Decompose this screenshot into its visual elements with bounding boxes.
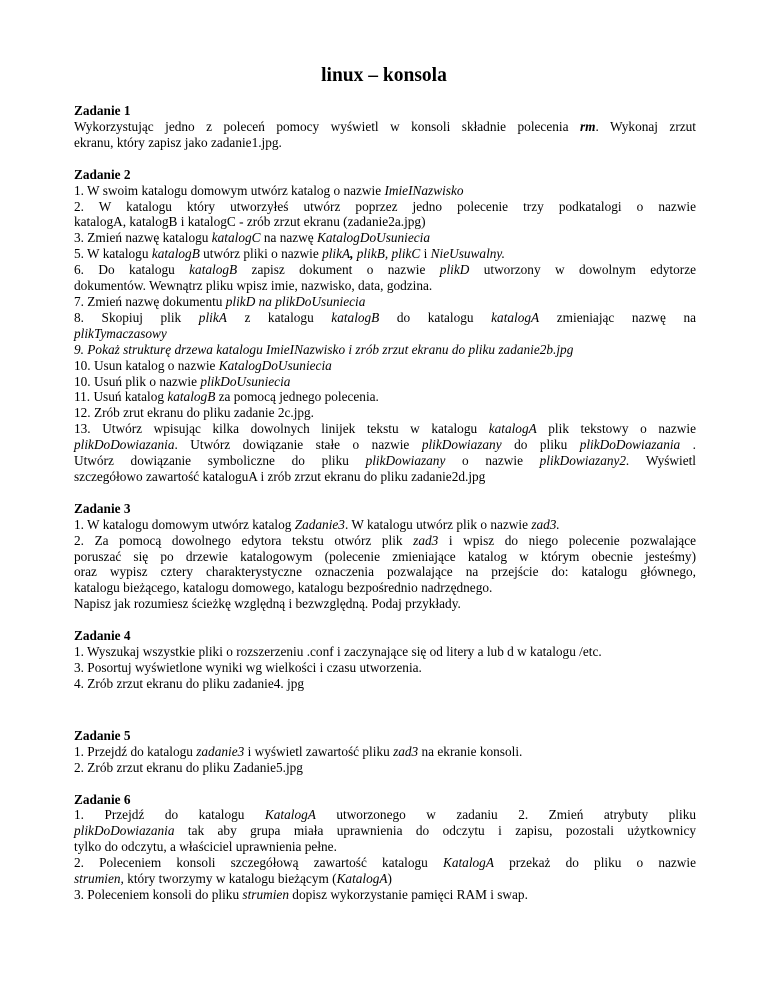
task-line: plikDoDowiazania tak aby grupa miała uprawnienia do odczytu i zapisu, pozostali użytkownicy <box>74 823 696 839</box>
task-line: 1. Wyszukaj wszystkie pliki o rozszerzeniu .conf i zaczynające się od litery a lub d w katalogu /etc. <box>74 644 602 660</box>
task-4 <box>74 628 696 692</box>
task-line: 10. Usuń plik o nazwie plikDoUsuniecia <box>74 373 291 389</box>
task-line: 12. Zrób zrut ekranu do pliku zadanie 2c.jpg. <box>74 405 315 421</box>
task-line: 1. W swoim katalogu domowym utwórz katalog o nazwie ImieINazwisko <box>74 182 464 198</box>
task-line: 8. Skopiuj plik plikA z katalogu katalogB do katalogu katalogA zmieniając nazwę na <box>74 309 697 325</box>
task-line: plikTymaczasowy <box>74 325 167 341</box>
task-line: 3. Poleceniem konsoli do pliku strumien dopisz wykorzystanie pamięci RAM i swap. <box>74 886 528 902</box>
task-line: 2. Zrób zrzut ekranu do pliku Zadanie5.jpg <box>74 759 303 775</box>
task-line: 1. Przejdź do katalogu KatalogA utworzonego w zadaniu 2. Zmień atrybuty pliku <box>74 807 696 823</box>
task-line: plikDoDowiazania. Utwórz dowiązanie stałe o nazwie plikDowiazany do pliku plikDoDowiazania . <box>74 437 697 453</box>
task-2 <box>74 167 696 485</box>
task-line: katalogA, katalogB i katalogC - zrób zrzut ekranu (zadanie2a.jpg) <box>74 214 426 230</box>
task-heading: Zadanie 6 <box>74 791 131 807</box>
task-line: 9. Pokaż strukturę drzewa katalogu ImieINazwisko i zrób zrzut ekranu do pliku zadanie2b.jpg <box>74 341 574 357</box>
task-line: 11. Usuń katalog katalogB za pomocą jednego polecenia. <box>74 389 379 405</box>
task-6 <box>74 792 696 903</box>
task-heading: Zadanie 2 <box>74 166 131 182</box>
task-line: 10. Usun katalog o nazwie KatalogDoUsuniecia <box>74 357 332 373</box>
task-heading: Zadanie 4 <box>74 628 131 644</box>
task-line: 2. Za pomocą dowolnego edytora tekstu otwórz plik zad3 i wpisz do niego polecenie pozwalające <box>74 532 696 548</box>
task-line: Wykorzystując jedno z poleceń pomocy wyświetl w konsoli składnie polecenia rm. Wykonaj zrzut <box>74 118 697 134</box>
task-5 <box>74 728 696 776</box>
task-line: 1. W katalogu domowym utwórz katalog Zadanie3. W katalogu utwórz plik o nazwie zad3. <box>74 516 560 532</box>
task-heading: Zadanie 5 <box>74 727 131 743</box>
task-line: szczegółowo zawartość kataloguA i zrób zrzut ekranu do pliku zadanie2d.jpg <box>74 468 486 484</box>
task-line: Utwórz dowiązanie symboliczne do pliku plikDowiazany o nazwie plikDowiazany2. Wyświetl <box>74 453 696 469</box>
task-line: 6. Do katalogu katalogB zapisz dokument o nazwie plikD utworzony w dowolnym edytorze <box>74 262 696 278</box>
task-line: 5. W katalogu katalogB utwórz pliki o nazwie plikA, plikB, plikC i NieUsuwalny. <box>74 246 505 262</box>
task-line: Napisz jak rozumiesz ścieżkę względną i bezwzględną. Podaj przykłady. <box>74 596 461 612</box>
task-line: 7. Zmień nazwę dokumentu plikD na plikDoUsuniecia <box>74 293 366 309</box>
task-line: 2. W katalogu który utworzyłeś utwórz poprzez jedno polecenie trzy podkatalogi o nazwie <box>74 198 696 214</box>
task-line: 3. Posortuj wyświetlone wyniki wg wielkości i czasu utworzenia. <box>74 660 422 675</box>
task-line: strumien, który tworzymy w katalogu bieżącym (KatalogA) <box>74 871 392 887</box>
task-3 <box>74 501 696 612</box>
document-body <box>74 103 696 903</box>
task-line: katalogu bieżącego, katalogu domowego, katalogu bezpośrednio nadrzędnego. <box>74 580 493 596</box>
document-title: linux – konsola <box>321 65 447 86</box>
task-1 <box>74 103 696 151</box>
task-line: tylko do odczytu, a właściciel uprawnienia pełne. <box>74 839 337 855</box>
task-line: 13. Utwórz wpisując kilka dowolnych linijek tekstu w katalogu katalogA plik tekstowy o nazwie <box>74 421 696 437</box>
task-heading: Zadanie 3 <box>74 500 131 516</box>
task-line: ekranu, który zapisz jako zadanie1.jpg. <box>74 134 282 150</box>
task-line: poruszać się po drzewie katalogowym (polecenie zmieniające katalog w którym obecnie jesteśmy) <box>74 548 696 564</box>
task-heading: Zadanie 1 <box>74 103 131 118</box>
task-line: oraz wypisz cztery charakterystyczne oznaczenia pozwalające na przejście do: katalogu głównego, <box>74 564 696 580</box>
task-line: 4. Zrób zrzut ekranu do pliku zadanie4. jpg <box>74 675 305 691</box>
task-line: dokumentów. Wewnątrz pliku wpisz imie, nazwisko, data, godzina. <box>74 278 433 294</box>
task-line: 3. Zmień nazwę katalogu katalogC na nazwę KatalogDoUsuniecia <box>74 230 431 246</box>
task-line: 1. Przejdź do katalogu zadanie3 i wyświetl zawartość pliku zad3 na ekranie konsoli. <box>74 743 523 759</box>
task-line: 2. Poleceniem konsoli szczegółową zawartość katalogu KatalogA przekaż do pliku o nazwie <box>74 855 696 871</box>
